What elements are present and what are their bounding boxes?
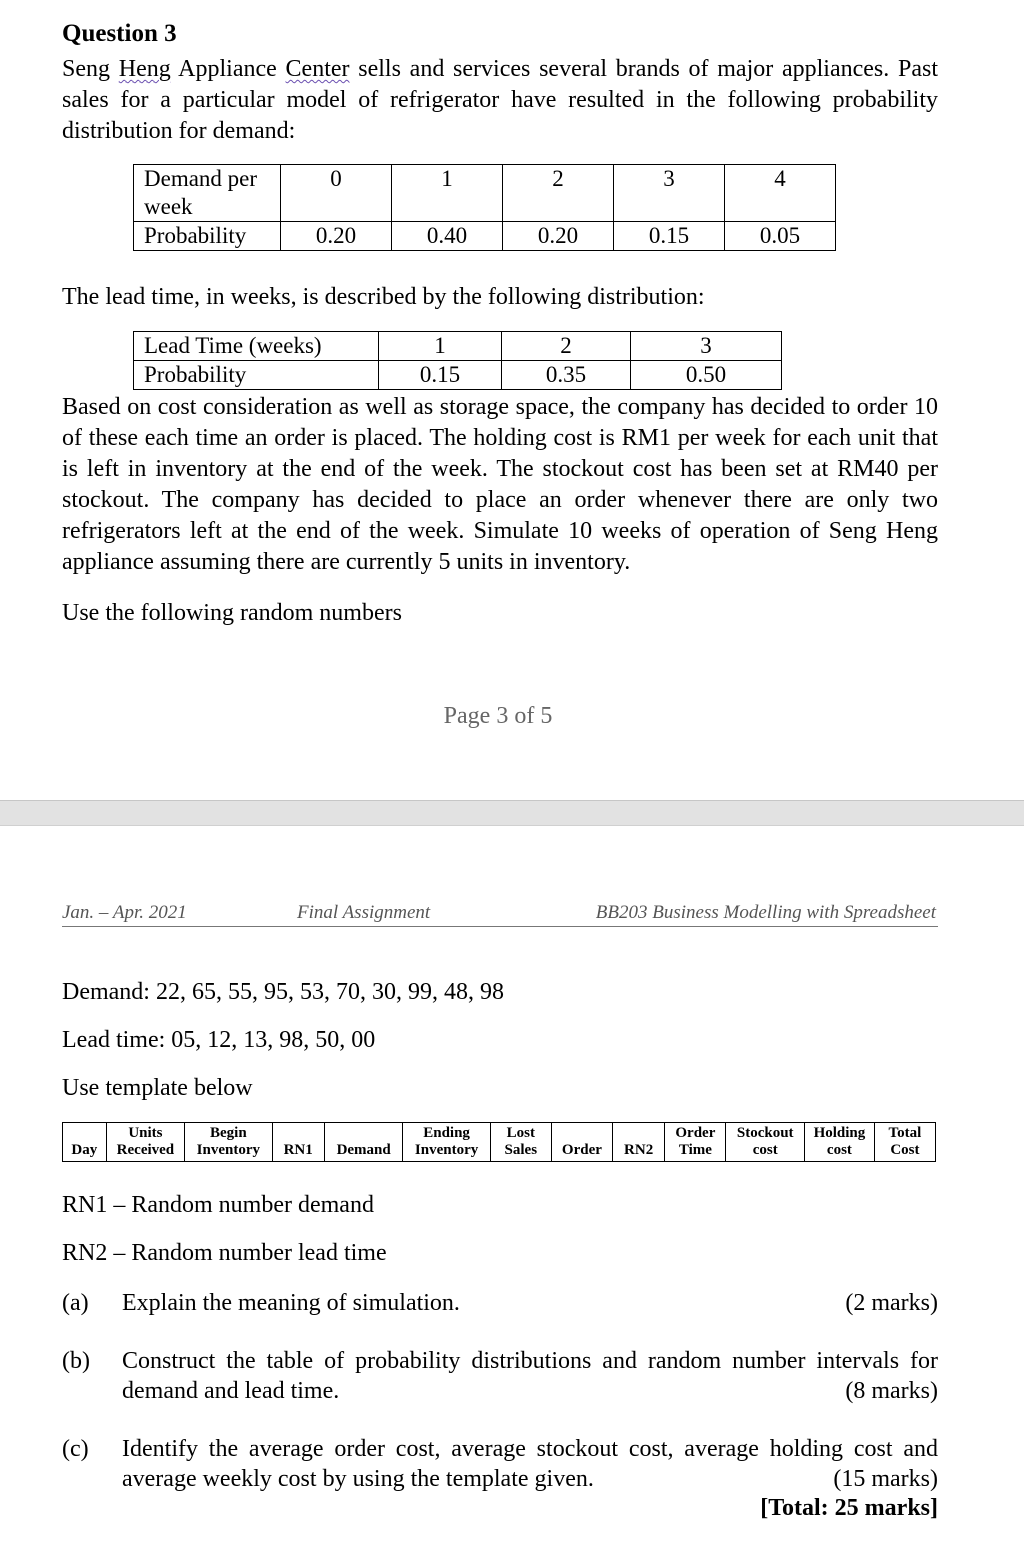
header-assignment: Final Assignment bbox=[297, 902, 431, 923]
lead-time-table bbox=[133, 331, 782, 390]
page-4 bbox=[0, 826, 1024, 1546]
header-rule bbox=[62, 926, 938, 927]
rn2-definition: RN2 – Random number lead time bbox=[62, 1240, 387, 1266]
template-column-header-line1: Order bbox=[675, 1125, 716, 1141]
page-number: Page 3 of 5 bbox=[443, 703, 553, 729]
template-column-header-line1: Stockout bbox=[736, 1125, 794, 1141]
template-column-header bbox=[63, 1123, 107, 1162]
template-column-header-line1: Units bbox=[128, 1125, 163, 1141]
header-term: Jan. – Apr. 2021 bbox=[62, 902, 187, 923]
demand-row bbox=[134, 165, 836, 222]
demand-value: 4 bbox=[725, 165, 836, 222]
template-column-header-line2: cost bbox=[752, 1142, 778, 1158]
template-column-header-line2: Inventory bbox=[414, 1142, 479, 1158]
lead-probability-value: 0.15 bbox=[379, 361, 502, 390]
spelling-flag-heng: Heng bbox=[118, 56, 171, 82]
template-column-header bbox=[106, 1123, 185, 1162]
demand-value: 1 bbox=[392, 165, 503, 222]
template-column-header-line1: Holding bbox=[813, 1125, 866, 1141]
probability-value: 0.20 bbox=[503, 222, 614, 251]
template-column-header bbox=[403, 1123, 490, 1162]
template-column-header bbox=[612, 1123, 664, 1162]
template-column-header-line1 bbox=[555, 1125, 609, 1142]
template-column-header-line2: Sales bbox=[504, 1142, 538, 1158]
template-column-header-line1 bbox=[276, 1125, 321, 1142]
template-column-header bbox=[185, 1123, 272, 1162]
template-column-header-line2: Inventory bbox=[196, 1142, 261, 1158]
demand-value: 3 bbox=[614, 165, 725, 222]
template-column-header-line1: Begin bbox=[210, 1125, 247, 1141]
template-column-header-line2: Day bbox=[71, 1142, 98, 1158]
template-column-header-line2: Cost bbox=[890, 1142, 920, 1158]
template-column-header-line2: Time bbox=[678, 1142, 712, 1158]
template-column-header-line2: Received bbox=[116, 1142, 175, 1158]
probability-value: 0.05 bbox=[725, 222, 836, 251]
lead-probability-value: 0.50 bbox=[631, 361, 782, 390]
problem-body: Based on cost consideration as well as storage space, the company has decided to order 10 of these each time an order is placed. The holding cost is RM1 per week for each unit that is left in inventory at the end of the week. The stockout cost has been set at RM40 per stockout. The company has decided to place an order whenever there are only two refrigerators left at the end of the week. Simulate 10 weeks of operation of Seng Heng appliance assuming there are currently 5 units in inventory. bbox=[62, 394, 938, 575]
template-column-header bbox=[551, 1123, 612, 1162]
question-a-marks: (2 marks) bbox=[845, 1290, 938, 1316]
demand-value: 0 bbox=[281, 165, 392, 222]
question-a-label: (a) bbox=[62, 1290, 89, 1316]
lead-probability-value: 0.35 bbox=[502, 361, 631, 390]
template-column-header-line2: RN1 bbox=[283, 1142, 313, 1158]
template-column-header-line2: RN2 bbox=[624, 1142, 654, 1158]
lead-time-value: 1 bbox=[379, 332, 502, 361]
probability-value: 0.15 bbox=[614, 222, 725, 251]
probability-row bbox=[134, 222, 836, 251]
question-b-marks: (8 marks) bbox=[845, 1378, 938, 1404]
simulation-template-table bbox=[62, 1122, 936, 1162]
page-break bbox=[0, 800, 1024, 826]
question-b-text: Construct the table of probability distributions and random number intervals for demand and lead time. bbox=[122, 1348, 938, 1404]
demand-label: Demand per week bbox=[134, 165, 281, 222]
template-column-header bbox=[324, 1123, 403, 1162]
question-c-marks: (15 marks) bbox=[833, 1466, 938, 1492]
template-column-header-line2: Demand bbox=[336, 1142, 391, 1158]
template-intro: Use template below bbox=[62, 1075, 253, 1101]
template-column-header bbox=[665, 1123, 726, 1162]
probability-label: Probability bbox=[134, 222, 281, 251]
template-column-header-line1: Total bbox=[888, 1125, 922, 1141]
template-column-header-line2: cost bbox=[826, 1142, 852, 1158]
template-column-header bbox=[874, 1123, 935, 1162]
demand-random-numbers: Demand: 22, 65, 55, 95, 53, 70, 30, 99, 48, 98 bbox=[62, 979, 504, 1005]
lead-time-value: 3 bbox=[631, 332, 782, 361]
intro-paragraph: Seng Heng Appliance Center sells and services several brands of major appliances. Past sales for a particular model of refrigerator have resulted in the following probability distribution for demand: bbox=[62, 56, 939, 144]
question-c-label: (c) bbox=[62, 1436, 89, 1462]
question-a-text: Explain the meaning of simulation. bbox=[122, 1290, 460, 1316]
lead-time-label: Lead Time (weeks) bbox=[134, 332, 379, 361]
rn1-definition: RN1 – Random number demand bbox=[62, 1192, 374, 1218]
spelling-flag-center: Center bbox=[285, 56, 350, 82]
template-header-row bbox=[63, 1123, 936, 1162]
lead-probability-label: Probability bbox=[134, 361, 379, 390]
lead-probability-row bbox=[134, 361, 782, 390]
template-column-header-line1 bbox=[328, 1125, 400, 1142]
lead-time-value: 2 bbox=[502, 332, 631, 361]
demand-distribution-table bbox=[133, 164, 836, 251]
question-c-text: Identify the average order cost, average stockout cost, average holding cost and average weekly cost by using the template given. bbox=[122, 1436, 938, 1492]
header-course: BB203 Business Modelling with Spreadsheet bbox=[595, 902, 936, 923]
question-b-label: (b) bbox=[62, 1348, 90, 1374]
template-column-header-line2: Order bbox=[561, 1142, 602, 1158]
probability-value: 0.40 bbox=[392, 222, 503, 251]
total-marks: [Total: 25 marks] bbox=[760, 1495, 938, 1521]
template-column-header-line1: Lost bbox=[506, 1125, 535, 1141]
template-column-header bbox=[805, 1123, 875, 1162]
lead-time-row bbox=[134, 332, 782, 361]
template-column-header-line1: Ending bbox=[423, 1125, 470, 1141]
lead-time-intro: The lead time, in weeks, is described by the following distribution: bbox=[62, 284, 705, 310]
template-column-header bbox=[490, 1123, 551, 1162]
template-column-header-line1 bbox=[66, 1125, 103, 1142]
template-column-header bbox=[272, 1123, 324, 1162]
demand-value: 2 bbox=[503, 165, 614, 222]
template-column-header bbox=[726, 1123, 805, 1162]
lead-time-random-numbers: Lead time: 05, 12, 13, 98, 50, 00 bbox=[62, 1027, 376, 1053]
random-numbers-intro: Use the following random numbers bbox=[62, 600, 402, 626]
question-title: Question 3 bbox=[62, 20, 177, 47]
template-column-header-line1 bbox=[616, 1125, 661, 1142]
probability-value: 0.20 bbox=[281, 222, 392, 251]
